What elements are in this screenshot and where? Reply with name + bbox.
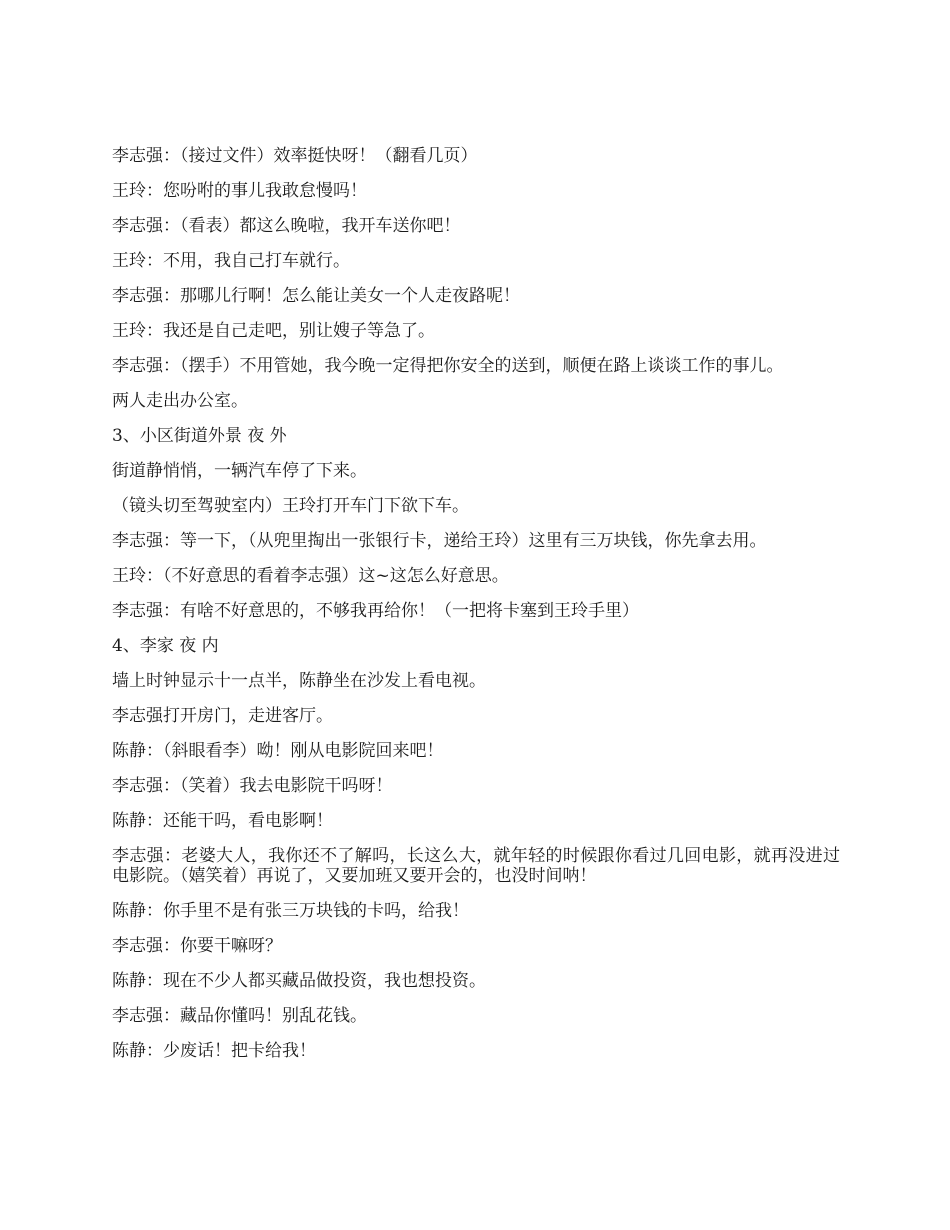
paragraph: （镜头切至驾驶室内）王玲打开车门下欲下车。 xyxy=(112,496,469,516)
paragraph: 王玲：（不好意思的看着李志强）这~这怎么好意思。 xyxy=(112,566,509,586)
paragraph: 李志强打开房门，走进客厅。 xyxy=(112,706,333,726)
paragraph: 李志强：那哪儿行啊！怎么能让美女一个人走夜路呢！ xyxy=(112,286,520,306)
paragraph: 李志强：（接过文件）效率挺快呀！（翻看几页） xyxy=(112,146,478,166)
paragraph: 王玲：不用，我自己打车就行。 xyxy=(112,251,350,271)
paragraph: 李志强：你要干嘛呀？ xyxy=(112,936,282,956)
paragraph: 李志强：（笑着）我去电影院干吗呀！ xyxy=(112,776,393,796)
paragraph: 墙上时钟显示十一点半，陈静坐在沙发上看电视。 xyxy=(112,671,486,691)
paragraph: 李志强：老婆大人，我你还不了解吗，长这么大，就年轻的时候跟你看过几回电影，就再没进过电影院。（嬉笑着）再说了，又要加班又要开会的，也没时间呐！ xyxy=(112,846,840,886)
scene-heading: 3、小区街道外景 夜 外 xyxy=(112,426,287,446)
paragraph: 李志强：（看表）都这么晚啦，我开车送你吧！ xyxy=(112,216,461,236)
paragraph: 李志强：藏品你懂吗！别乱花钱。 xyxy=(112,1006,367,1026)
paragraph: 李志强：（摆手）不用管她，我今晚一定得把你安全的送到，顺便在路上谈谈工作的事儿。 xyxy=(112,356,784,376)
paragraph: 陈静：还能干吗，看电影啊！ xyxy=(112,811,333,831)
paragraph: 陈静：少废话！把卡给我！ xyxy=(112,1041,316,1061)
paragraph: 王玲：我还是自己走吧，别让嫂子等急了。 xyxy=(112,321,435,341)
paragraph: 陈静：你手里不是有张三万块钱的卡吗，给我！ xyxy=(112,901,469,921)
paragraph: 陈静：（斜眼看李）呦！刚从电影院回来吧！ xyxy=(112,741,444,761)
paragraph: 陈静：现在不少人都买藏品做投资，我也想投资。 xyxy=(112,971,486,991)
script-text-body xyxy=(112,146,840,1076)
paragraph: 李志强：有啥不好意思的，不够我再给你！（一把将卡塞到王玲手里） xyxy=(112,601,639,621)
scene-heading: 4、李家 夜 内 xyxy=(112,636,219,656)
paragraph: 两人走出办公室。 xyxy=(112,391,248,411)
paragraph: 李志强：等一下，（从兜里掏出一张银行卡，递给王玲）这里有三万块钱，你先拿去用。 xyxy=(112,531,767,551)
paragraph: 王玲：您吩咐的事儿我敢怠慢吗！ xyxy=(112,181,367,201)
paragraph: 街道静悄悄，一辆汽车停了下来。 xyxy=(112,461,367,481)
